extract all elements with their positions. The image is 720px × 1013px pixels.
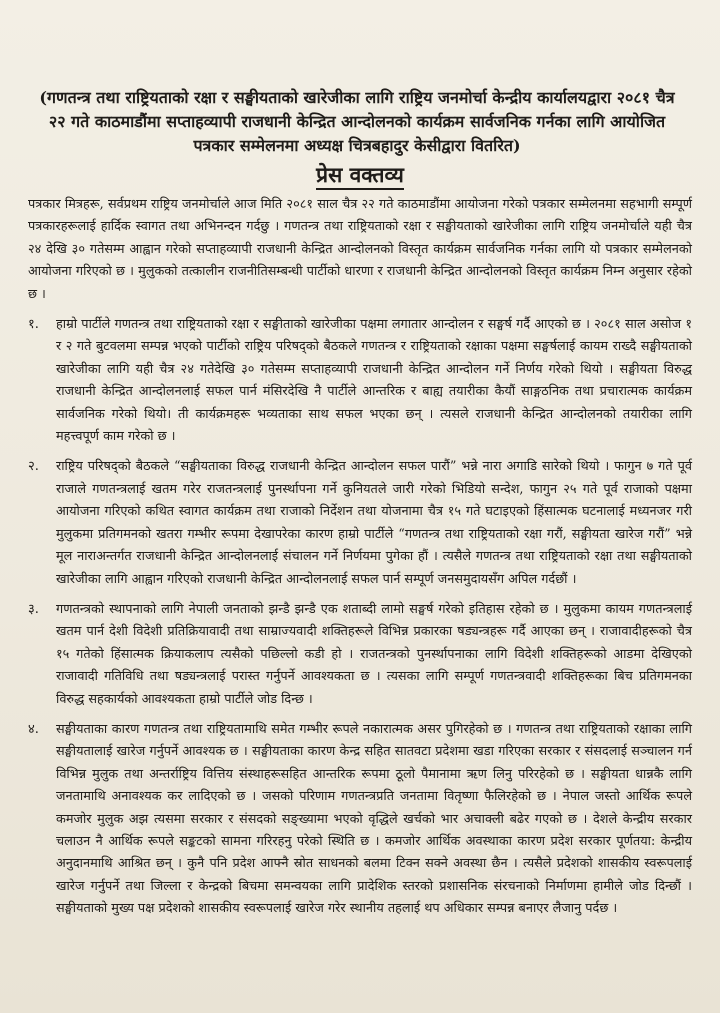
point-number: ४.	[28, 721, 39, 737]
point-2	[28, 456, 692, 590]
point-number: ३.	[28, 601, 39, 617]
point-text: सङ्घीयताका कारण गणतन्त्र तथा राष्ट्रियतामाथि समेत गम्भीर रूपले नकारात्मक असर पुगिरहेको छ । गणतन्त्र तथा राष्ट्रियताको रक्षाका लागि सङ्घीयतालाई खारेज गर्नुपर्ने आवश्यक छ । सङ्घीयताका कारण केन्द्र सहित सातवटा प्रदेशमा खडा गरिएका सरकार र संसदलाई सञ्चालन गर्न विभिन्न मुलुक तथा अन्तर्राष्ट्रिय वित्तिय संस्थाहरूसहित आन्तरिक रूपमा ठूलो पैमानामा ऋण लिनु परिरहेको छ । सङ्घीयता धान्नकै लागि जनतामाथि अनावश्यक कर लादिएको छ । जसको परिणाम गणतन्त्रप्रति जनतामा वितृष्णा फैलिरहेको छ । नेपाल जस्तो आर्थिक रूपले कमजोर मुलुक अझ त्यसमा सरकार र संसदको सङ्ख्यामा भएको वृद्धिले खर्चको भार अचाक्ली बढेर गएको छ । देशले केन्द्रीय सरकार चलाउन नै आर्थिक रूपले सङ्कटको सामना गरिरहनु परेको स्थिति छ । कमजोर आर्थिक अवस्थाका कारण प्रदेश सरकार पूर्णतया: केन्द्रीय अनुदानमाथि आश्रित छन् । कुनै पनि प्रदेश आफ्नै स्रोत साधनको बलमा टिक्न सक्ने अवस्था छैन । त्यसैले प्रदेशको शासकीय स्वरूपलाई खारेज गर्नुपर्ने तथा जिल्ला र केन्द्रको बिचमा समन्वयका लागि प्रादेशिक स्तरको प्रशासनिक संरचनाको निर्माणमा हामीले जोड दिन्छौं ।सङ्घीयताको मुख्य पक्ष प्रदेशको शासकीय स्वरूपलाई खारेज गरेर स्थानीय तहलाई थप अधिकार सम्पन्न बनाएर लैजानु पर्दछ ।	[56, 721, 692, 917]
point-number: १.	[28, 317, 39, 333]
intro-paragraph: पत्रकार मित्रहरू, सर्वप्रथम राष्ट्रिय जनमोर्चाले आज मिति २०८१ साल चैत्र २२ गते काठमाडौंमा आयोजना गरेको पत्रकार सम्मेलनमा सहभागी सम्पूर्ण पत्रकारहरूलाई हार्दिक स्वागत तथा अभिनन्दन गर्दछु । गणतन्त्र तथा राष्ट्रियताको रक्षा र सङ्घीयताको खारेजीका लागि राष्ट्रिय जनमोर्चाले यही चैत्र २४ देखि ३० गतेसम्म आह्वान गरेको सप्ताहव्यापी राजधानी केन्द्रित आन्दोलनको विस्तृत कार्यक्रम सार्वजनिक गर्नका लागि यो पत्रकार सम्मेलनको आयोजना गरिएको छ । मुलुकको तत्कालीन राजनीतिसम्बन्धी पार्टीको धारणा र राजधानी केन्द्रित आन्दोलनको विस्तृत कार्यक्रम निम्न अनुसार रहेको छ ।	[28, 197, 692, 302]
point-3	[28, 599, 692, 711]
point-text: गणतन्त्रको स्थापनाको लागि नेपाली जनताको झन्डै झन्डै एक शताब्दी लामो सङ्घर्ष गरेको इतिहास रहेको छ । मुलुकमा कायम गणतन्त्रलाई खतम पार्न देशी विदेशी प्रतिक्रियावादी तथा साम्राज्यवादी शक्तिहरूले विभिन्न प्रकारका षड्यन्त्रहरू गर्दै आएका छन् । राजावादीहरूको चैत्र १५ गतेको हिंसात्मक क्रियाकलाप त्यसैको पछिल्लो कडी हो । राजतन्त्रको पुनर्स्थापनाका लागि विदेशी शक्तिहरूको आडमा देखिएको राजावादी गतिविधि तथा षड्यन्त्रलाई परास्त गर्नुपर्ने आवश्यकता छ । त्यसका लागि सम्पूर्ण गणतन्त्रवादी शक्तिहरूका बिच प्रतिगमनका विरुद्ध सहकार्यको आवश्यकता हाम्रो पार्टीले जोड दिन्छ ।	[56, 601, 693, 707]
statement-header: (गणतन्त्र तथा राष्ट्रियताको रक्षा र सङ्घीयताको खारेजीका लागि राष्ट्रिय जनमोर्चा केन्द्रीय कार्यालयद्वारा २०८१ चैत्र २२ गते काठमाडौंमा सप्ताहव्यापी राजधानी केन्द्रित आन्दोलनको कार्यक्रम सार्वजनिक गर्नका लागि आयोजित पत्रकार सम्मेलनमा अध्यक्ष चित्रबहादुर केसीद्वारा वितरित)	[39, 88, 675, 155]
title-text: प्रेस वक्तव्य	[316, 162, 404, 190]
statement-title	[28, 160, 692, 190]
point-number: २.	[28, 459, 39, 475]
point-1	[28, 314, 692, 448]
point-text: हाम्रो पार्टीले गणतन्त्र तथा राष्ट्रियताको रक्षा र सङ्घीताको खारेजीका पक्षमा लगातार आन्दोलन र सङ्घर्ष गर्दै आएको छ । २०८१ साल असोज १ र २ गते बुटवलमा सम्पन्न भएको पार्टीको राष्ट्रिय परिषद्को बैठकले गणतन्त्र र राष्ट्रियताको रक्षाका पक्षमा सङ्घर्षलाई कायम राख्दै सङ्घीयताको खारेजीका लागि यही चैत्र २४ गतेदेखि ३० गतेसम्म सप्ताहव्यापी राजधानी केन्द्रित आन्दोलन गर्ने निर्णय गरेको थियो । सङ्घीयता विरुद्ध राजधानी केन्द्रित आन्दोलनलाई सफल पार्न मंसिरदेखि नै पार्टीले आन्तरिक र बाह्य तयारीका कैयौं साङ्गठनिक तथा प्रचारात्मक कार्यक्रम सार्वजनिक गरेको थियो। ती कार्यक्रमहरू भव्यताका साथ सफल भएका छन् । त्यसले राजधानी केन्द्रित आन्दोलनको तयारीका लागि महत्त्वपूर्ण काम गरेको छ ।	[56, 317, 692, 445]
point-text: राष्ट्रिय परिषद्को बैठकले “सङ्घीयताका विरुद्ध राजधानी केन्द्रित आन्दोलन सफल पारौं” भन्ने नारा अगाडि सारेको थियो । फागुन ७ गते पूर्व राजाले गणतन्त्रलाई खतम गरेर राजतन्त्रलाई पुनर्स्थापना गर्ने कुनियतले जारी गरेको भिडियो सन्देश, फागुन २५ गते पूर्व राजाको पक्षमा आयोजना गरिएको कथित स्वागत कार्यक्रम तथा राजाको निर्देशन तथा योजनामा चैत्र १५ गते घटाइएको हिंसात्मक घटनालाई मध्यनजर गरी मुलुकमा प्रतिगमनको खतरा गम्भीर रूपमा देखापरेका कारण हाम्रो पार्टीले “गणतन्त्र तथा राष्ट्रियताको रक्षा गरौं, सङ्घीयता खारेज गरौं” भन्ने मूल नाराअन्तर्गत राजधानी केन्द्रित आन्दोलनलाई संचालन गर्ने निर्णयमा पुगेका हौं । त्यसैले गणतन्त्र तथा राष्ट्रियताको रक्षा तथा सङ्घीयताको खारेजीका लागि आह्वान गरिएको राजधानी केन्द्रित आन्दोलनलाई सफल पार्न सम्पूर्ण जनसमुदायसँग अपिल गर्दछौं ।	[56, 459, 692, 587]
point-4	[28, 719, 692, 921]
